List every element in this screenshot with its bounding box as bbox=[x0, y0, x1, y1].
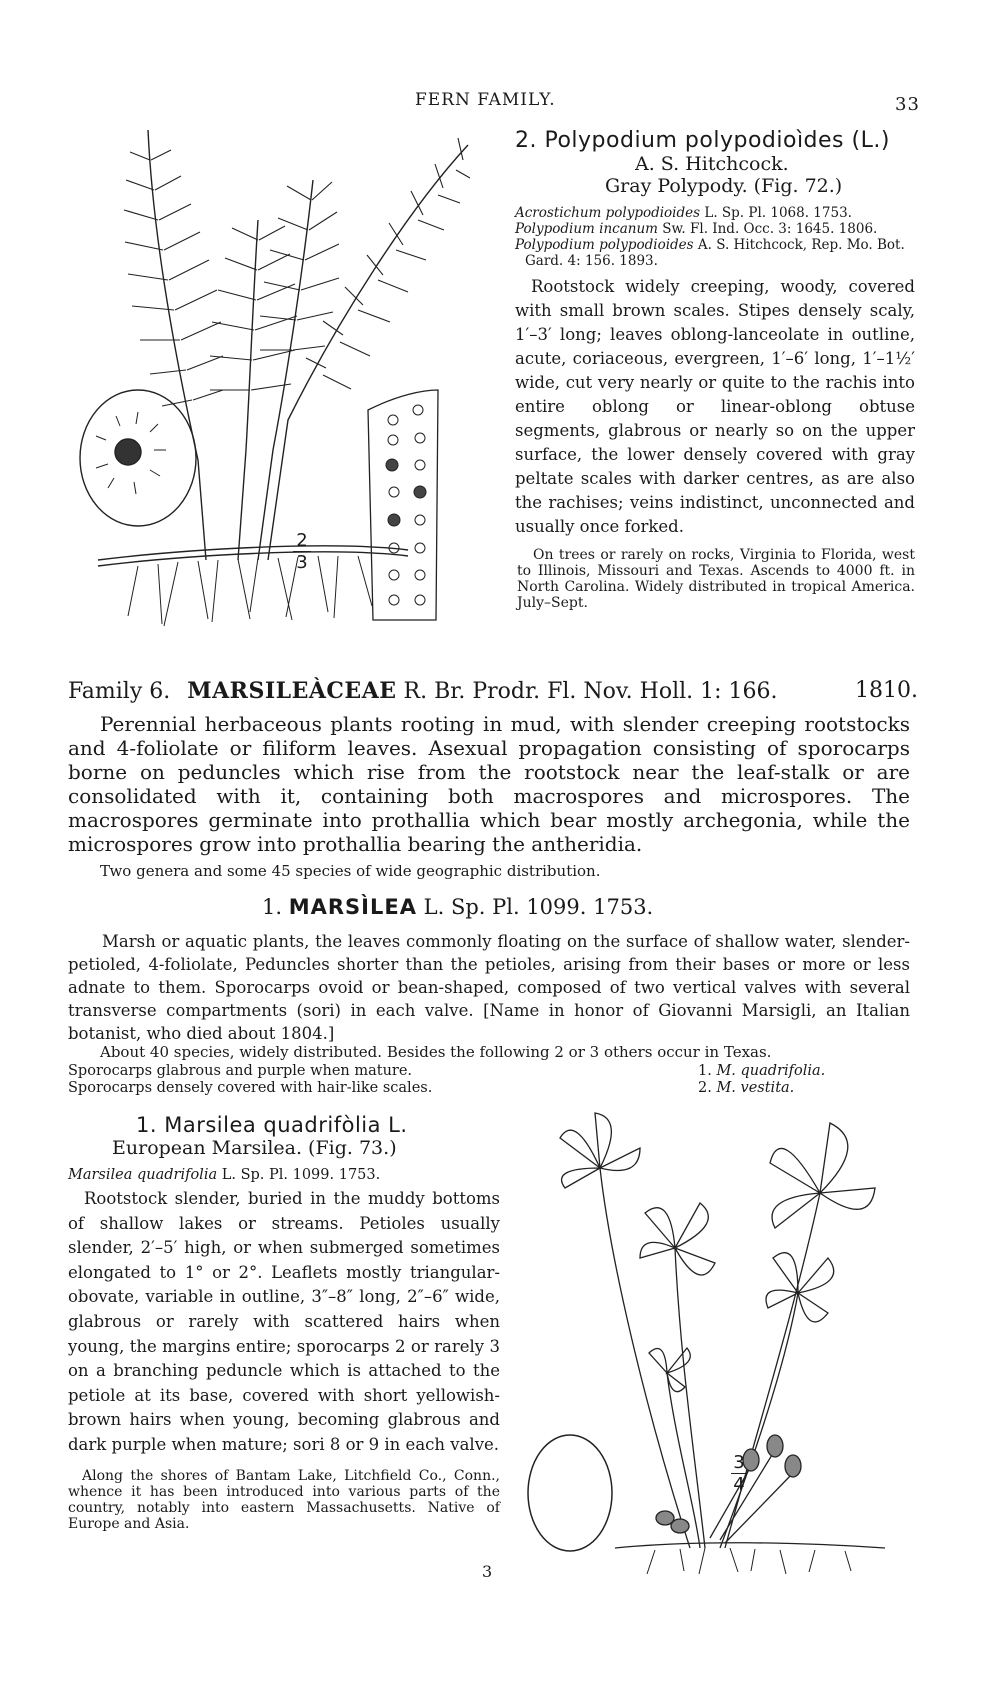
species-title: 1. Marsilea quadrifòlia L. bbox=[136, 1113, 408, 1137]
marsilea-entry bbox=[68, 1113, 500, 1532]
synonym: Marsilea quadrifolia L. Sp. Pl. 1099. 1753. bbox=[68, 1167, 381, 1183]
synonym-3: Polypodium polypodioides A. S. Hitchcock, Rep. Mo. Bot. Gard. 4: 156. 1893. bbox=[515, 237, 905, 269]
family-year: 1810. bbox=[855, 678, 918, 703]
species-distribution: Along the shores of Bantam Lake, Litchfield Co., Conn., whence it has been introduced into various parts of the country, notably into eastern Massachusetts. Native of Europe and Asia. bbox=[68, 1467, 500, 1532]
family-number: Family 6. bbox=[68, 679, 171, 704]
family-name: MARSILEÀCEAE bbox=[187, 678, 397, 704]
genus-citation: L. Sp. Pl. 1099. 1753. bbox=[416, 895, 654, 919]
key-row-2: Sporocarps densely covered with hair-like scales. 2. M. vestita. bbox=[68, 1080, 795, 1096]
genus-number: 1. bbox=[262, 895, 289, 919]
synonym-list bbox=[515, 205, 915, 269]
species-title: 2. Polypodium polypodioìdes (L.) bbox=[515, 128, 890, 153]
footer-signature: 3 bbox=[482, 1562, 493, 1581]
fig72-scale-bottom: 3 bbox=[296, 552, 308, 573]
family-citation: R. Br. Prodr. Fl. Nov. Holl. 1: 166. bbox=[396, 679, 778, 704]
genus-name: MARSÌLEA bbox=[288, 895, 417, 919]
genus-heading bbox=[262, 895, 653, 919]
species-common-name: European Marsilea. (Fig. 73.) bbox=[112, 1137, 397, 1159]
page-number: 33 bbox=[895, 94, 920, 115]
fig73-scale bbox=[728, 1452, 750, 1495]
polypody-figure bbox=[78, 120, 508, 665]
species-distribution: On trees or rarely on rocks, Virginia to Florida, west to Illinois, Missouri and Texas. Ascends to 4000 ft. in North Carolina. Widely distributed in tropical America. July–Sept. bbox=[517, 547, 915, 611]
marsilea-figure bbox=[515, 1108, 915, 1578]
fig73-scale-bottom: 4 bbox=[733, 1474, 745, 1495]
synonym-2: Polypodium incanum Sw. Fl. Ind. Occ. 3: 1645. 1806. bbox=[515, 221, 878, 237]
key-row-1: Sporocarps glabrous and purple when mature. 1. M. quadrifolia. bbox=[68, 1063, 826, 1079]
fig73-scale-top: 3 bbox=[733, 1452, 745, 1473]
family-note: Two genera and some 45 species of wide geographic distribution. bbox=[100, 862, 601, 880]
genus-description: Marsh or aquatic plants, the leaves commonly floating on the surface of shallow water, slender-petioled, 4-foliolate, Peduncles shorter than the petioles, arising from their bases or more or less adnate to them. Sporocarps ovoid or bean-shaped, composed of two vertical valves with several transverse compartments (sori) in each valve. [Name in honor of Giovanni Marsigli, an Italian botanist, who died about 1804.] bbox=[68, 932, 910, 1043]
running-title: FERN FAMILY. bbox=[415, 90, 556, 110]
synonym-1: Acrostichum polypodioides L. Sp. Pl. 1068. 1753. bbox=[515, 205, 852, 221]
species-description: Rootstock widely creeping, woody, covered with small brown scales. Stipes densely scaly, 1′–3′ long; leaves oblong-lanceolate in outline, acute, coriaceous, evergreen, 1′–6′ long, 1′–1½′ wide, cut very nearly or quite to the rachis into entire oblong or linear-oblong obtuse segments, glabrous or nearly so on the upper surface, the lower densely covered with gray peltate scales with darker centres, as are also the rachises; veins indistinct, unconnected and usually once forked. bbox=[515, 277, 915, 536]
family-description: Perennial herbaceous plants rooting in mud, with slender creeping rootstocks and 4-foliolate or filiform leaves. Asexual propagation consisting of sporocarps borne on peduncles which rise from the rootstock near the leaf-stalk or are consolidated with it, containing both macrospores and microspores. The macrospores germinate into prothallia which bear mostly archegonia, while the microspores grow into prothallia bearing the antheridia. bbox=[68, 712, 910, 856]
family-heading bbox=[68, 678, 918, 704]
fig72-scale-top: 2 bbox=[296, 530, 308, 551]
species-description: Rootstock slender, buried in the muddy bottoms of shallow lakes or streams. Petioles usually slender, 2′–5′ high, or when submerged sometimes elongated to 1° or 2°. Leaflets mostly triangular-obovate, variable in outline, 3″–8″ long, 2″–6″ wide, glabrous or rarely with scattered hairs when young, the margins entire; sporocarps 2 or rarely 3 on a branching peduncle which is attached to the petiole at its base, covered with short yellowish-brown hairs when young, becoming glabrous and dark purple when mature; sori 8 or 9 in each valve. bbox=[68, 1189, 500, 1454]
species-common-name: Gray Polypody. (Fig. 72.) bbox=[605, 175, 843, 197]
fig72-scale bbox=[290, 530, 314, 573]
species-key bbox=[68, 1063, 910, 1097]
polypodium-entry bbox=[515, 128, 915, 611]
genus-note: About 40 species, widely distributed. Besides the following 2 or 3 others occur in Texas. bbox=[100, 1043, 772, 1061]
species-author: A. S. Hitchcock. bbox=[635, 153, 789, 175]
